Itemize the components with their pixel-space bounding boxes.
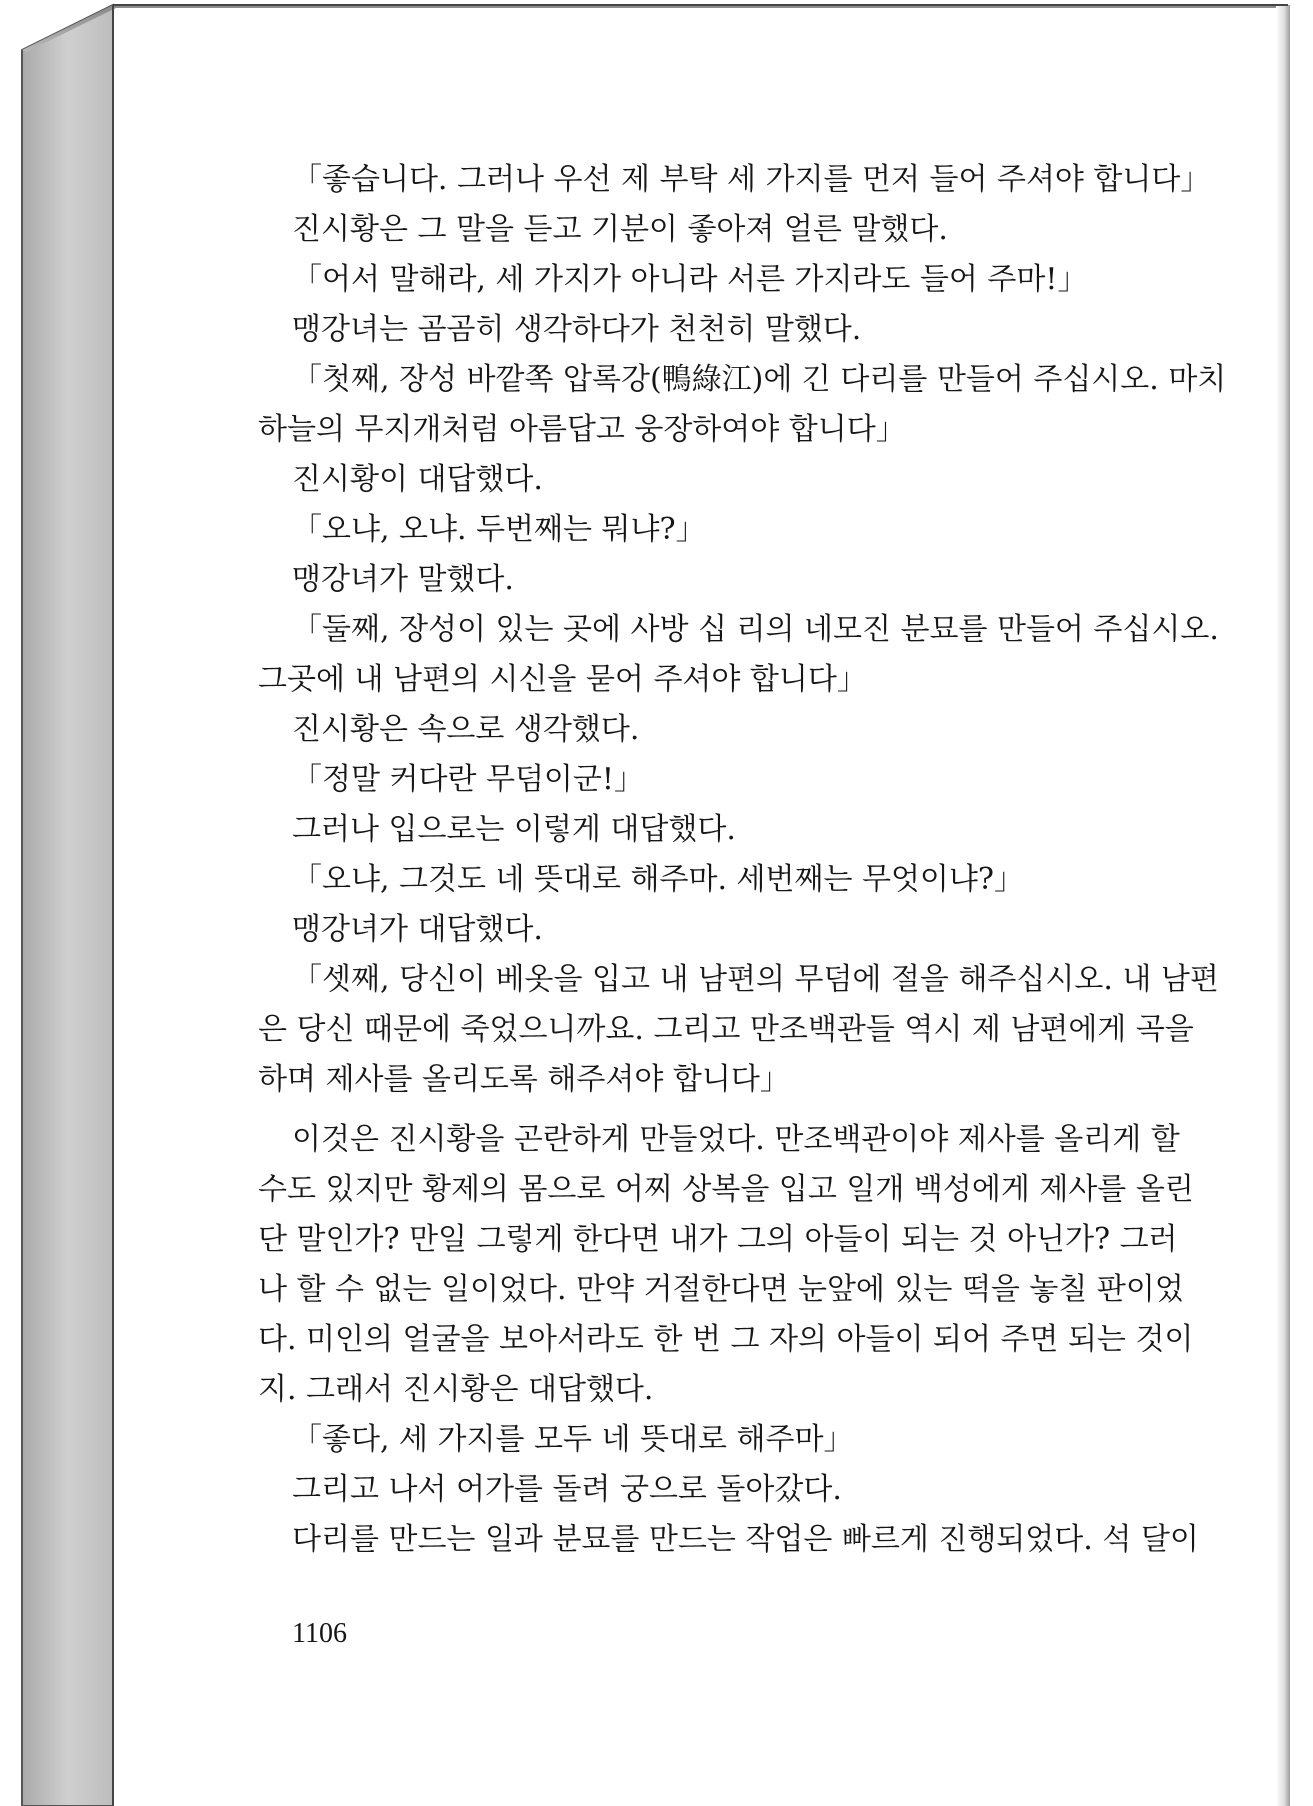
page-number: 1106	[292, 1618, 347, 1649]
text-line: 맹강녀는 곰곰히 생각하다가 천천히 말했다.	[292, 312, 862, 347]
text-line: 다. 미인의 얼굴을 보아서라도 한 번 그 자의 아들이 되어 주면 되는 것이	[258, 1322, 1194, 1357]
text-line: 「어서 말해라, 세 가지가 아니라 서른 가지라도 들어 주마!」	[292, 262, 1088, 297]
text-line: 하늘의 무지개처럼 아름답고 웅장하여야 합니다」	[258, 412, 906, 447]
text-line: 「오냐, 오냐. 두번째는 뭐냐?」	[292, 512, 706, 547]
text-line: 「셋째, 당신이 베옷을 입고 내 남편의 무덤에 절을 해주십시오. 내 남편	[292, 962, 1219, 997]
text-line: 다리를 만드는 일과 분묘를 만드는 작업은 빠르게 진행되었다. 석 달이	[292, 1522, 1199, 1557]
text-line: 「좋다, 세 가지를 모두 네 뜻대로 해주마」	[292, 1422, 854, 1457]
text-line: 진시황은 그 말을 듣고 기분이 좋아져 얼른 말했다.	[292, 212, 948, 247]
text-line: 진시황은 속으로 생각했다.	[292, 712, 640, 747]
text-line: 「둘째, 장성이 있는 곳에 사방 십 리의 네모진 분묘를 만들어 주십시오.	[292, 612, 1219, 647]
text-line: 「좋습니다. 그러나 우선 제 부탁 세 가지를 먼저 들어 주셔야 합니다」	[292, 162, 1211, 197]
text-line: 「정말 커다란 무덤이군!」	[292, 762, 644, 797]
text-line: 그리고 나서 어가를 돌려 궁으로 돌아갔다.	[292, 1472, 842, 1507]
text-line: 은 당신 때문에 죽었으니까요. 그리고 만조백관들 역시 제 남편에게 곡을	[258, 1012, 1194, 1047]
text-line: 맹강녀가 대답했다.	[292, 912, 543, 947]
text-line: 지. 그래서 진시황은 대답했다.	[258, 1372, 654, 1407]
text-line: 그곳에 내 남편의 시신을 묻어 주셔야 합니다」	[258, 662, 867, 697]
text-line: 맹강녀가 말했다.	[292, 562, 514, 597]
text-line: 이것은 진시황을 곤란하게 만들었다. 만조백관이야 제사를 올리게 할	[292, 1122, 1180, 1157]
text-line: 그러나 입으로는 이렇게 대답했다.	[292, 812, 736, 847]
text-line: 「첫째, 장성 바깥쪽 압록강(鴨綠江)에 긴 다리를 만들어 주십시오. 마치	[292, 362, 1227, 397]
text-line: 「오냐, 그것도 네 뜻대로 해주마. 세번째는 무엇이냐?」	[292, 862, 1024, 897]
text-line: 수도 있지만 황제의 몸으로 어찌 상복을 입고 일개 백성에게 제사를 올린	[258, 1172, 1194, 1207]
text-line: 진시황이 대답했다.	[292, 462, 543, 497]
text-line: 나 할 수 없는 일이었다. 만약 거절한다면 눈앞에 있는 떡을 놓칠 판이었	[258, 1272, 1184, 1307]
text-line: 하며 제사를 올리도록 해주셔야 합니다」	[258, 1062, 790, 1097]
text-line: 단 말인가? 만일 그렇게 한다면 내가 그의 아들이 되는 것 아닌가? 그러	[258, 1222, 1178, 1257]
